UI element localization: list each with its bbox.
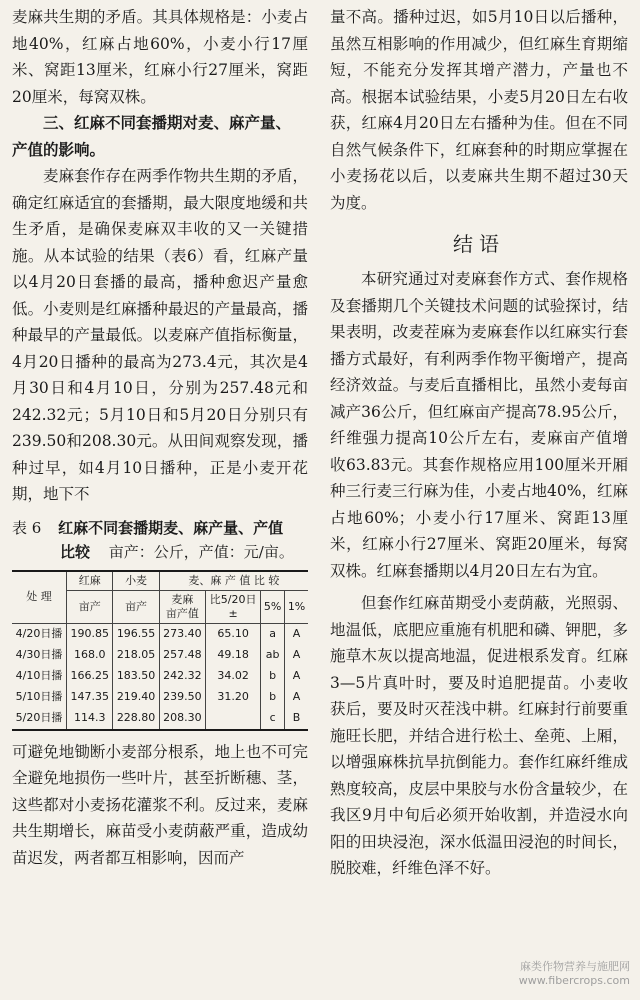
table-row [12, 687, 308, 708]
table-cell: ab [261, 645, 285, 666]
table-row [12, 645, 308, 666]
table-label: 表 6 [12, 518, 42, 537]
header-diff [206, 590, 261, 623]
table-row [12, 666, 308, 687]
table-cell: 242.32 [159, 666, 205, 687]
table-cell: 239.50 [159, 687, 205, 708]
header-value-sub-bottom: 亩产值 [165, 606, 199, 620]
header-sig5: 5% [261, 590, 285, 623]
table-cell: 219.40 [113, 687, 159, 708]
body-paragraph-1: 麦麻套作存在两季作物共生期的矛盾，确定红麻适宜的套播期，最大限度地缓和共生矛盾，是确保麦麻双丰收的又一关键措施。从本试验的结果（表6）看，红麻产量以4月20日套播的最高，播种愈迟产量愈低。小麦则是红麻播种最迟的产量最高，播种最早的产量最低。以麦麻产值指标衡量，4月20日播种的最高为273.4元，其次是4月30日和4月10日，分别为257.48元和242.32元；5月10日和5月20日分别只有239.50和208.30元。从田间观察发现，播种过早，如4月10日播种，正是小麦开花期，地下不 [12, 167, 308, 503]
header-treatment: 处 理 [12, 571, 67, 624]
table-cell: 4/10日播 [12, 666, 67, 687]
table-title: 红麻不同套播期麦、麻产量、产值 [58, 518, 284, 537]
table-cell: 208.30 [159, 708, 205, 730]
yield-table [12, 570, 308, 731]
header-diff-bottom: ± [228, 606, 238, 620]
table-cell [206, 708, 261, 730]
left-column [12, 4, 308, 871]
table-cell: 4/30日播 [12, 645, 67, 666]
header-wheat-bottom: 亩产 [113, 590, 159, 623]
section-heading-line1: 三、红麻不同套播期对麦、麻产量、 [43, 113, 292, 132]
table-unit: 亩产：公斤，产值：元/亩。 [108, 542, 294, 561]
right-column [330, 4, 628, 882]
table-cell: c [261, 708, 285, 730]
table-cell: 190.85 [67, 623, 113, 645]
table-cell: a [261, 623, 285, 645]
table-cell: B [292, 711, 301, 724]
table-cell: 228.80 [113, 708, 159, 730]
conclusion-paragraph-1: 本研究通过对麦麻套作方式、套作规格及套播期几个关键技术问题的试验探讨，结果表明，改麦茬麻为麦麻套作以红麻实行套播方式最好，有利两季作物平衡增产，提高经济效益。与麦后直播相比，虽然小麦每亩减产36公斤，但红麻亩产提高78.95公斤，纤维强力提高10公斤左右，麦麻亩产值增收63.83元。其套作规格应用100厘米开厢种三行麦三行麻为佳，小麦占地40%，红麻占地60%；小麦小行17厘米、窝距13厘米，红麻小行27厘米、窝距20厘米，每窝双株。红麻套播期以4月20日左右为宜。 [330, 270, 628, 580]
table-cell: 168.0 [67, 645, 113, 666]
table-cell: A [292, 648, 301, 661]
header-diff-top: 比5/20日 [209, 592, 257, 606]
table-cell: 218.05 [113, 645, 159, 666]
table-title-cont: 比较 [60, 542, 91, 561]
table-cell: 257.48 [159, 645, 205, 666]
conclusion-paragraph-2: 但套作红麻苗期受小麦荫蔽，光照弱、地温低，底肥应重施有机肥和磷、钾肥，多施草木灰以提高地温，促进根系发育。红麻3—5片真叶时，要及时追肥提苗。小麦收获后，要及时灭茬浅中耕。红麻封行前要重施旺长肥，并结合进行松土、垒蔸、上厢，以增强麻株抗旱抗倒能力。套作红麻纤维成熟度较高，皮层中果胶与水份含量较少，在我区9月中旬后必须开始收割，并造浸水向阳的田块浸泡，深水低温田浸泡的时间长，脱胶难，纤维色泽不好。 [330, 594, 628, 877]
table-caption [12, 516, 308, 564]
table-cell: A [292, 669, 301, 682]
table-cell: 147.35 [67, 687, 113, 708]
header-value-sub-top: 麦麻 [171, 592, 194, 606]
body-paragraph-3: 量不高。播种过迟，如5月10日以后播种，虽然互相影响的作用减少，但红麻生育期缩短，不能充分发挥其增产潜力，产量也不高。根据本试验结果，小麦5月20日左右收获，红麻4月20日左右播种为佳。但在不同自然气候条件下，红麻套种的时期应掌握在小麦扬花以后，以麦麻共生期不超过30天为度。 [330, 8, 628, 212]
header-wheat-top: 小麦 [113, 571, 159, 591]
body-paragraph-2: 可避免地锄断小麦部分根系，地上也不可完全避免地损伤一些叶片，甚至折断穗、茎，这些都对小麦扬花灌浆不利。反过来，麦麻共生期增长，麻苗受小麦荫蔽严重，造成幼苗迟发，两者都互相影响，因而产 [12, 742, 308, 867]
table-cell: 5/10日播 [12, 687, 67, 708]
table-cell: b [261, 687, 285, 708]
table-cell: 196.55 [113, 623, 159, 645]
table-cell: 49.18 [206, 645, 261, 666]
table-cell: 34.02 [206, 666, 261, 687]
table-cell: 31.20 [206, 687, 261, 708]
section-heading-line2: 产值的影响。 [12, 139, 106, 159]
intro-paragraph: 麦麻共生期的矛盾。其具体规格是：小麦占地40%，红麻占地60%，小麦小行17厘米、窝距13厘米，红麻小行27厘米，窝距20厘米，每窝双株。 [12, 8, 308, 106]
header-value-sub [159, 590, 205, 623]
table-cell: 5/20日播 [12, 708, 67, 730]
watermark-line2: www.fibercrops.com [518, 974, 630, 987]
site-watermark [519, 960, 630, 988]
table-cell: b [261, 666, 285, 687]
table-cell: 4/20日播 [12, 623, 67, 645]
table-row [12, 623, 308, 645]
table-cell: 65.10 [206, 623, 261, 645]
header-kenaf-top: 红麻 [67, 571, 113, 591]
table-cell: A [292, 627, 301, 640]
table-cell: 273.40 [159, 623, 205, 645]
table-cell: A [292, 690, 301, 703]
header-sig1: 1% [285, 590, 308, 623]
table-cell: 114.3 [67, 708, 113, 730]
header-kenaf-bottom: 亩产 [67, 590, 113, 623]
section-heading [12, 110, 308, 163]
watermark-line1: 麻类作物营养与施肥网 [520, 960, 630, 973]
table-row [12, 708, 308, 730]
table-cell: 166.25 [67, 666, 113, 687]
table-cell: 183.50 [113, 666, 159, 687]
conclusion-heading: 结语 [453, 232, 505, 256]
header-value-group: 麦、麻 产 值 比 较 [159, 571, 308, 591]
